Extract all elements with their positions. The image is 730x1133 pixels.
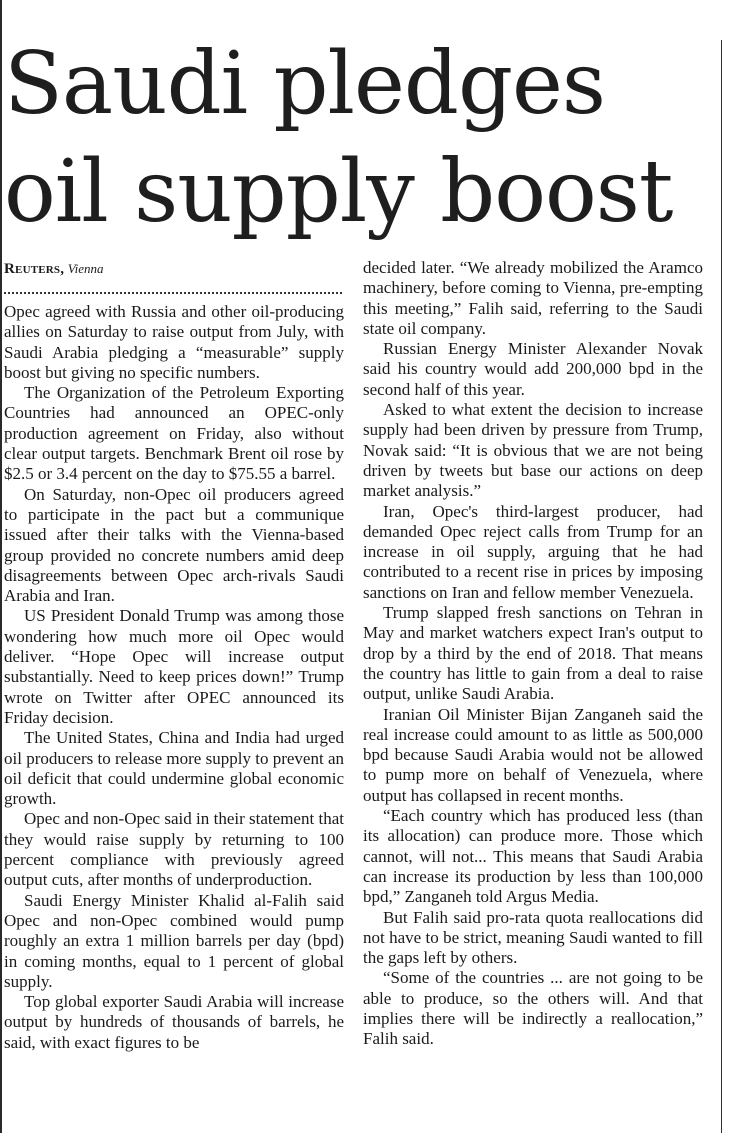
article-column-left xyxy=(4,258,344,1053)
paragraph: “Each country which has produced less (than its allocation) can produce more. Those which cannot, will not... This means that Saudi Arabia can increase its production by less than 100,000 bpd,” Zanganeh told Argus Media. xyxy=(363,806,703,907)
paragraph: Opec agreed with Russia and other oil-producing allies on Saturday to raise output from July, with Saudi Arabia pledging a “measurable” supply boost but giving no specific numbers. xyxy=(4,302,344,382)
paragraph: Russian Energy Minister Alexander Novak said his country would add 200,000 bpd in the second half of this year. xyxy=(363,339,703,399)
paragraph: US President Donald Trump was among those wondering how much more oil Opec would deliver. “Hope Opec will increase output substantially. Need to keep prices down!” Trump wrote on Twitter after OPEC announced its Friday decision. xyxy=(4,606,344,727)
paragraph: The Organization of the Petroleum Exporting Countries had announced an OPEC-only production agreement on Friday, also without clear output targets. Benchmark Brent oil rose by $2.5 or 3.4 percent on the day to $75.55 a barrel. xyxy=(4,383,344,484)
paragraph: Opec and non-Opec said in their statement that they would raise supply by returning to 100 percent compliance with previously agreed output cuts, after months of underproduction. xyxy=(4,809,344,890)
byline xyxy=(4,258,344,280)
paragraph: Iran, Opec's third-largest producer, had demanded Opec reject calls from Trump for an increase in oil supply, arguing that he had contributed to a recent rise in prices by imposing sanctions on Iran and fellow member Venezuela. xyxy=(363,501,703,602)
column-border-rule xyxy=(721,40,722,1133)
paragraph: Top global exporter Saudi Arabia will increase output by hundreds of thousands of barrels, he said, with exact figures to be xyxy=(4,992,344,1052)
article-column-right xyxy=(363,258,703,1050)
paragraph: Trump slapped fresh sanctions on Tehran in May and market watchers expect Iran's output to drop by a third by the end of 2018. That means the country has little to gain from a deal to raise output, unlike Saudi Arabia. xyxy=(363,603,703,704)
byline-source: Reuters, xyxy=(4,261,65,277)
paragraph: “Some of the countries ... are not going to be able to produce, so the others will. And that implies there will be indirectly a reallocation,” Falih said. xyxy=(363,968,703,1049)
left-border-rule xyxy=(0,0,2,1133)
headline xyxy=(4,30,719,246)
paragraph: The United States, China and India had urged oil producers to release more supply to prevent an oil deficit that could undermine global economic growth. xyxy=(4,728,344,809)
byline-place: Vienna xyxy=(67,261,104,276)
paragraph: decided later. “We already mobilized the Aramco machinery, before coming to Vienna, pre-empting this meeting,” Falih said, referring to the Saudi state oil company. xyxy=(363,258,703,338)
headline-line-1: Saudi pledges xyxy=(4,34,606,134)
paragraph: But Falih said pro-rata quota reallocations did not have to be strict, meaning Saudi wanted to fill the gaps left by others. xyxy=(363,907,703,968)
paragraph: Asked to what extent the decision to increase supply had been driven by pressure from Trump, Novak said: “It is obvious that we are not being driven by tweets but base our actions on deep market analysis.” xyxy=(363,400,703,501)
paragraph: Saudi Energy Minister Khalid al-Falih said Opec and non-Opec combined would pump roughly an extra 1 million barrels per day (bpd) in coming months, equal to 1 percent of global supply. xyxy=(4,890,344,991)
headline-line-2: oil supply boost xyxy=(4,142,673,242)
byline-dotted-divider xyxy=(4,292,342,294)
paragraph: Iranian Oil Minister Bijan Zanganeh said the real increase could amount to as little as 500,000 bpd because Saudi Arabia would not be allowed to pump more on behalf of Venezuela, where output has collapsed in recent months. xyxy=(363,704,703,805)
paragraph: On Saturday, non-Opec oil producers agreed to participate in the pact but a communique issued after their talks with the Vienna-based group provided no concrete numbers amid deep disagreements between Opec arch-rivals Saudi Arabia and Iran. xyxy=(4,484,344,606)
